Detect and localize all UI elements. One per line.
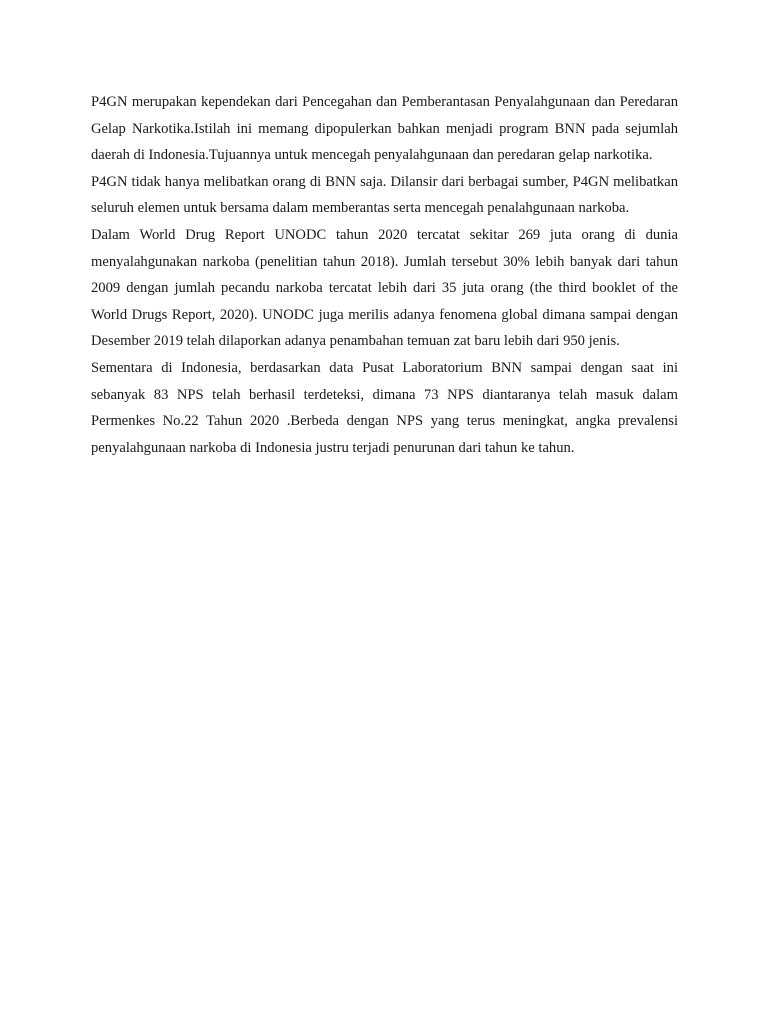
document-body [91,89,678,461]
paragraph-world-drug-report: Dalam World Drug Report UNODC tahun 2020 tercatat sekitar 269 juta orang di dunia menyalahgunakan narkoba (penelitian tahun 2018). Jumlah tersebut 30% lebih banyak dari tahun 2009 dengan jumlah pecandu narkoba tercatat lebih dari 35 juta orang (the third booklet of the World Drugs Report, 2020). UNODC juga merilis adanya fenomena global dimana sampai dengan Desember 2019 telah dilaporkan adanya penambahan temuan zat baru lebih dari 950 jenis. [91,226,678,350]
paragraph-p4gn-involvement: P4GN tidak hanya melibatkan orang di BNN saja. Dilansir dari berbagai sumber, P4GN melibatkan seluruh elemen untuk bersama dalam memberantas serta mencegah penalahgunaan narkoba. [91,173,678,217]
paragraph-indonesia-nps: Sementara di Indonesia, berdasarkan data Pusat Laboratorium BNN sampai dengan saat ini sebanyak 83 NPS telah berhasil terdeteksi, dimana 73 NPS diantaranya telah masuk dalam Permenkes No.22 Tahun 2020 .Berbeda dengan NPS yang terus meningkat, angka prevalensi penyalahgunaan narkoba di Indonesia justru terjadi penurunan dari tahun ke tahun. [91,359,678,456]
paragraph-p4gn-definition: P4GN merupakan kependekan dari Pencegahan dan Pemberantasan Penyalahgunaan dan Peredaran Gelap Narkotika.Istilah ini memang dipopulerkan bahkan menjadi program BNN pada sejumlah daerah di Indonesia.Tujuannya untuk mencegah penyalahgunaan dan peredaran gelap narkotika. [91,94,678,164]
